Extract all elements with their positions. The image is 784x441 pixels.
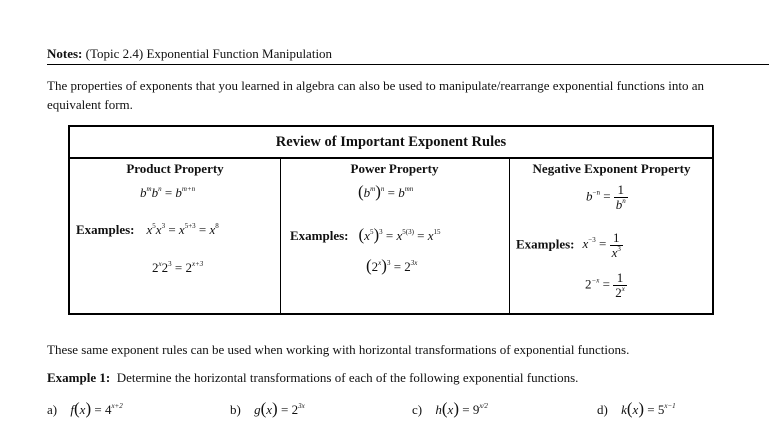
table-title: Review of Important Exponent Rules	[70, 127, 712, 159]
header-divider	[47, 64, 769, 65]
product-rule: $b^mb^n = b^{m+n}$	[140, 185, 196, 200]
notes-header	[47, 46, 332, 62]
intro-paragraph: The properties of exponents that you learned in algebra can also be used to manipulate/rearrange exponential functions into an equivalent form.	[47, 78, 704, 112]
negative-rule: $b^{-n}$ = $\frac{1}{b^n}$	[586, 182, 626, 212]
transformations-sentence: These same exponent rules can be used when working with horizontal transformations of exponential functions.	[47, 342, 630, 357]
notes-topic: (Topic 2.4) Exponential Function Manipulation	[85, 46, 333, 61]
negative-exponent-heading: Negative Exponent Property	[532, 161, 691, 176]
negative-example-1: Examples: $x^{-3}$ = $\frac{1}{x^3}$	[516, 230, 621, 260]
product-example-2: $2^x2^3 = 2^{x+3}$	[152, 260, 204, 275]
example-item-c: c) $h(x) = 9^{x/2}$	[412, 399, 488, 418]
example-1-label: Example 1:	[47, 370, 111, 385]
power-example-2: $(2^x)^3 = 2^{3x}$	[366, 256, 418, 275]
examples-label: Examples:	[516, 236, 575, 252]
notes-label: Notes:	[47, 46, 83, 61]
examples-label: Examples:	[76, 222, 135, 237]
product-example-1: Examples: $x^5x^3 = x^{5+3} = x^8$	[76, 222, 219, 237]
column-divider	[280, 157, 281, 313]
power-rule: $(b^m)^n = b^{mn}$	[358, 182, 414, 201]
column-divider	[509, 157, 510, 313]
examples-label: Examples:	[290, 228, 349, 243]
product-property-heading: Product Property	[126, 161, 224, 176]
power-property-heading: Power Property	[350, 161, 439, 176]
power-example-1: Examples: $(x^5)^3 = x^{5(3)} = x^{15}$	[290, 225, 441, 244]
example-item-a: a) $f(x) = 4^{x+2}$	[47, 399, 123, 418]
negative-example-2: $2^{-x}$ = $\frac{1}{2^x}$	[585, 270, 625, 300]
example-1-prompt	[47, 370, 578, 386]
example-1-text: Determine the horizontal transformations of each of the following exponential functions.	[110, 370, 579, 385]
example-item-b: b) $g(x) = 2^{3x}$	[230, 399, 305, 418]
example-item-d: d) $k(x) = 5^{x-1}$	[597, 399, 676, 418]
exponent-rules-table	[68, 125, 714, 315]
